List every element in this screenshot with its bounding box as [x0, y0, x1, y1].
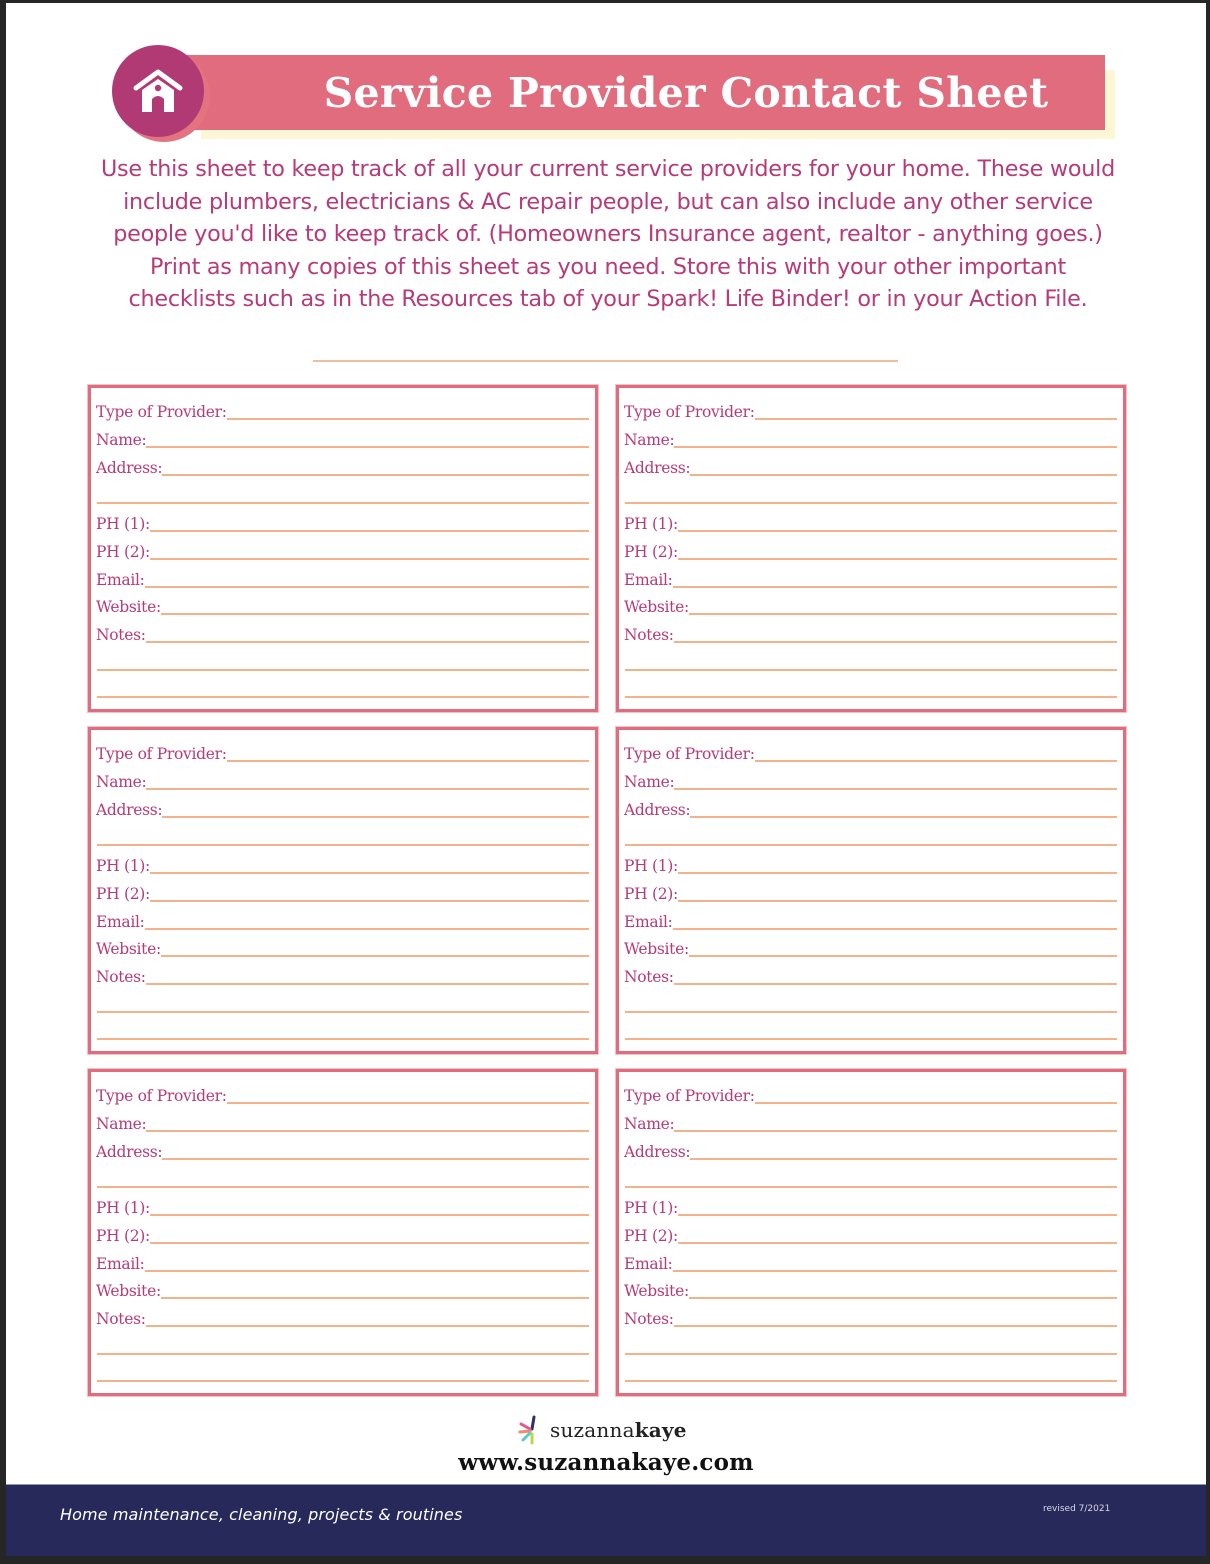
field-label: Name: [96, 1115, 147, 1133]
fill-in-line[interactable] [690, 816, 1117, 818]
field-label: Website: [96, 1282, 161, 1300]
form-field-row [624, 932, 1117, 959]
fill-in-line[interactable] [150, 900, 589, 902]
starburst-logo-icon [518, 1415, 544, 1445]
blank-line-row [97, 1163, 589, 1190]
form-field-row [96, 451, 589, 478]
revision-date: revised 7/2021 [1043, 1504, 1111, 1514]
fill-in-line[interactable] [145, 928, 589, 930]
field-label: Email: [624, 913, 673, 931]
field-label: Notes: [624, 626, 674, 644]
fill-in-line[interactable] [161, 613, 589, 615]
fill-in-line[interactable] [755, 760, 1117, 762]
form-field-row [96, 737, 589, 764]
blank-line-row [97, 1357, 589, 1384]
form-field-row [96, 563, 589, 590]
blank-line-row [97, 988, 589, 1015]
field-label: Address: [624, 801, 691, 819]
provider-card [615, 1068, 1127, 1397]
fill-in-line[interactable] [625, 502, 1117, 504]
blank-line-row [625, 988, 1117, 1015]
fill-in-line[interactable] [674, 641, 1117, 643]
blank-line-row [97, 1330, 589, 1357]
form-field-row [624, 451, 1117, 478]
form-field-row [96, 765, 589, 792]
intro-paragraph [46, 153, 1170, 316]
form-field-row [624, 1247, 1117, 1274]
field-label: PH (2): [96, 885, 150, 903]
fill-in-line[interactable] [97, 1353, 589, 1355]
fill-in-line[interactable] [97, 1186, 589, 1188]
fill-in-line[interactable] [625, 844, 1117, 846]
form-field-row [96, 905, 589, 932]
blank-line-row [625, 1163, 1117, 1190]
field-label: Email: [96, 1255, 145, 1273]
footer-tagline: Home maintenance, cleaning, projects & routines [60, 1505, 463, 1524]
fill-in-line[interactable] [97, 1380, 589, 1382]
form-field-row [624, 535, 1117, 562]
fill-in-line[interactable] [162, 816, 589, 818]
fill-in-line[interactable] [674, 1130, 1117, 1132]
form-field-row [624, 765, 1117, 792]
fill-in-line[interactable] [146, 446, 589, 448]
document-page [6, 3, 1206, 1556]
form-field-row [624, 395, 1117, 422]
intro-line: Print as many copies of this sheet as you need. Store this with your other important [150, 253, 1066, 280]
fill-in-line[interactable] [678, 1214, 1117, 1216]
field-label: PH (1): [624, 1199, 678, 1217]
fill-in-line[interactable] [162, 1158, 589, 1160]
fill-in-line[interactable] [97, 1011, 589, 1013]
form-field-row [96, 395, 589, 422]
fill-in-line[interactable] [162, 474, 589, 476]
intro-line: people you'd like to keep track of. (Homeowners Insurance agent, realtor - anything goes.) [113, 221, 1103, 248]
fill-in-line[interactable] [227, 1102, 589, 1104]
form-field-row [96, 423, 589, 450]
form-field-row [624, 1219, 1117, 1246]
form-field-row [96, 1219, 589, 1246]
fill-in-line[interactable] [625, 1011, 1117, 1013]
fill-in-line[interactable] [625, 1380, 1117, 1382]
provider-card [87, 1068, 599, 1397]
form-field-row [96, 1107, 589, 1134]
fill-in-line[interactable] [689, 613, 1117, 615]
blank-line-row [97, 646, 589, 673]
logo-text-light: suzanna [550, 1418, 635, 1442]
fill-in-line[interactable] [625, 1353, 1117, 1355]
form-field-row [96, 1274, 589, 1301]
title-banner [187, 55, 1105, 130]
form-field-row [96, 590, 589, 617]
fill-in-line[interactable] [673, 1270, 1117, 1272]
form-field-row [96, 1079, 589, 1106]
provider-card [615, 726, 1127, 1055]
blank-line-row [97, 1015, 589, 1042]
fill-in-line[interactable] [161, 1297, 589, 1299]
field-label: Notes: [624, 968, 674, 986]
fill-in-line[interactable] [146, 788, 589, 790]
provider-card [615, 384, 1127, 713]
fill-in-line[interactable] [625, 696, 1117, 698]
house-icon [132, 66, 184, 116]
fill-in-line[interactable] [161, 955, 589, 957]
fill-in-line[interactable] [97, 696, 589, 698]
brand-logo [518, 1415, 687, 1445]
fill-in-line[interactable] [146, 1325, 589, 1327]
form-field-row [96, 535, 589, 562]
field-label: Website: [96, 598, 161, 616]
field-label: Website: [624, 598, 689, 616]
provider-card [87, 726, 599, 1055]
field-label: PH (1): [96, 1199, 150, 1217]
fill-in-line[interactable] [755, 1102, 1117, 1104]
fill-in-line[interactable] [673, 928, 1117, 930]
field-label: Address: [96, 1143, 163, 1161]
fill-in-line[interactable] [678, 1242, 1117, 1244]
form-field-row [624, 507, 1117, 534]
field-label: Notes: [624, 1310, 674, 1328]
logo-text-bold: kaye [634, 1418, 687, 1442]
blank-line-row [625, 1330, 1117, 1357]
field-label: Name: [96, 773, 147, 791]
blank-line-row [97, 821, 589, 848]
form-field-row [624, 1191, 1117, 1218]
fill-in-line[interactable] [150, 530, 589, 532]
fill-in-line[interactable] [689, 955, 1117, 957]
field-label: PH (2): [624, 543, 678, 561]
fill-in-line[interactable] [678, 900, 1117, 902]
fill-in-line[interactable] [150, 1242, 589, 1244]
form-field-row [624, 849, 1117, 876]
footer-band [6, 1484, 1206, 1556]
field-label: Type of Provider: [96, 745, 227, 763]
fill-in-line[interactable] [678, 872, 1117, 874]
fill-in-line[interactable] [674, 446, 1117, 448]
blank-line-row [625, 673, 1117, 700]
field-label: Notes: [96, 626, 146, 644]
fill-in-line[interactable] [146, 983, 589, 985]
fill-in-line[interactable] [755, 418, 1117, 420]
form-field-row [624, 1302, 1117, 1329]
field-label: Type of Provider: [96, 1087, 227, 1105]
field-label: PH (2): [624, 885, 678, 903]
field-label: Email: [96, 571, 145, 589]
form-field-row [624, 1274, 1117, 1301]
field-label: PH (1): [96, 857, 150, 875]
field-label: PH (2): [96, 1227, 150, 1245]
fill-in-line[interactable] [97, 669, 589, 671]
fill-in-line[interactable] [97, 1038, 589, 1040]
website-link[interactable]: www.suzannakaye.com [458, 1449, 754, 1476]
fill-in-line[interactable] [150, 1214, 589, 1216]
form-field-row [96, 932, 589, 959]
form-field-row [624, 960, 1117, 987]
blank-line-row [625, 1357, 1117, 1384]
fill-in-line[interactable] [674, 983, 1117, 985]
form-field-row [624, 905, 1117, 932]
fill-in-line[interactable] [678, 530, 1117, 532]
intro-line: Use this sheet to keep track of all your current service providers for your home. These would [100, 156, 1115, 182]
fill-in-line[interactable] [150, 558, 589, 560]
form-field-row [624, 590, 1117, 617]
fill-in-line[interactable] [625, 1186, 1117, 1188]
form-field-row [96, 1191, 589, 1218]
field-label: Address: [96, 801, 163, 819]
field-label: Website: [96, 940, 161, 958]
field-label: Type of Provider: [624, 1087, 755, 1105]
form-field-row [624, 793, 1117, 820]
form-field-row [96, 793, 589, 820]
field-label: PH (1): [96, 515, 150, 533]
blank-line-row [97, 479, 589, 506]
blank-line-row [97, 673, 589, 700]
field-label: Notes: [96, 1310, 146, 1328]
field-label: Email: [624, 571, 673, 589]
field-label: Address: [624, 459, 691, 477]
fill-in-line[interactable] [146, 1130, 589, 1132]
form-field-row [624, 737, 1117, 764]
form-field-row [624, 618, 1117, 645]
fill-in-line[interactable] [145, 1270, 589, 1272]
field-label: Address: [96, 459, 163, 477]
form-field-row [96, 618, 589, 645]
field-label: Name: [624, 773, 675, 791]
fill-in-line[interactable] [227, 418, 589, 420]
form-field-row [96, 1302, 589, 1329]
field-label: Type of Provider: [624, 745, 755, 763]
house-icon-badge [112, 45, 204, 137]
fill-in-line[interactable] [690, 1158, 1117, 1160]
field-label: Address: [624, 1143, 691, 1161]
form-field-row [96, 507, 589, 534]
blank-line-row [625, 646, 1117, 673]
form-field-row [624, 1135, 1117, 1162]
form-field-row [624, 1107, 1117, 1134]
form-field-row [96, 1135, 589, 1162]
fill-in-line[interactable] [674, 788, 1117, 790]
form-field-row [96, 849, 589, 876]
field-label: Name: [96, 431, 147, 449]
intro-line: checklists such as in the Resources tab of your Spark! Life Binder! or in your Action File. [128, 286, 1088, 313]
fill-in-line[interactable] [625, 1038, 1117, 1040]
field-label: Name: [624, 431, 675, 449]
page-title: Service Provider Contact Sheet [323, 68, 1049, 117]
fill-in-line[interactable] [145, 586, 589, 588]
field-label: Website: [624, 1282, 689, 1300]
form-field-row [624, 563, 1117, 590]
separator-line [313, 360, 898, 362]
blank-line-row [625, 1015, 1117, 1042]
form-field-row [96, 960, 589, 987]
field-label: Type of Provider: [624, 403, 755, 421]
field-label: Name: [624, 1115, 675, 1133]
blank-line-row [625, 821, 1117, 848]
field-label: Notes: [96, 968, 146, 986]
intro-line: include plumbers, electricians & AC repair people, but can also include any other service [123, 188, 1093, 215]
field-label: Email: [96, 913, 145, 931]
logo-wordmark [550, 1418, 687, 1442]
fill-in-line[interactable] [97, 502, 589, 504]
provider-card [87, 384, 599, 713]
form-field-row [624, 1079, 1117, 1106]
field-label: PH (1): [624, 515, 678, 533]
field-label: Type of Provider: [96, 403, 227, 421]
fill-in-line[interactable] [97, 844, 589, 846]
form-field-row [96, 877, 589, 904]
fill-in-line[interactable] [227, 760, 589, 762]
form-field-row [96, 1247, 589, 1274]
fill-in-line[interactable] [673, 586, 1117, 588]
fill-in-line[interactable] [150, 872, 589, 874]
field-label: Website: [624, 940, 689, 958]
form-field-row [624, 423, 1117, 450]
fill-in-line[interactable] [146, 641, 589, 643]
fill-in-line[interactable] [625, 669, 1117, 671]
fill-in-line[interactable] [678, 558, 1117, 560]
field-label: PH (2): [96, 543, 150, 561]
field-label: PH (1): [624, 857, 678, 875]
field-label: Email: [624, 1255, 673, 1273]
fill-in-line[interactable] [689, 1297, 1117, 1299]
fill-in-line[interactable] [690, 474, 1117, 476]
field-label: PH (2): [624, 1227, 678, 1245]
blank-line-row [625, 479, 1117, 506]
form-field-row [624, 877, 1117, 904]
fill-in-line[interactable] [674, 1325, 1117, 1327]
